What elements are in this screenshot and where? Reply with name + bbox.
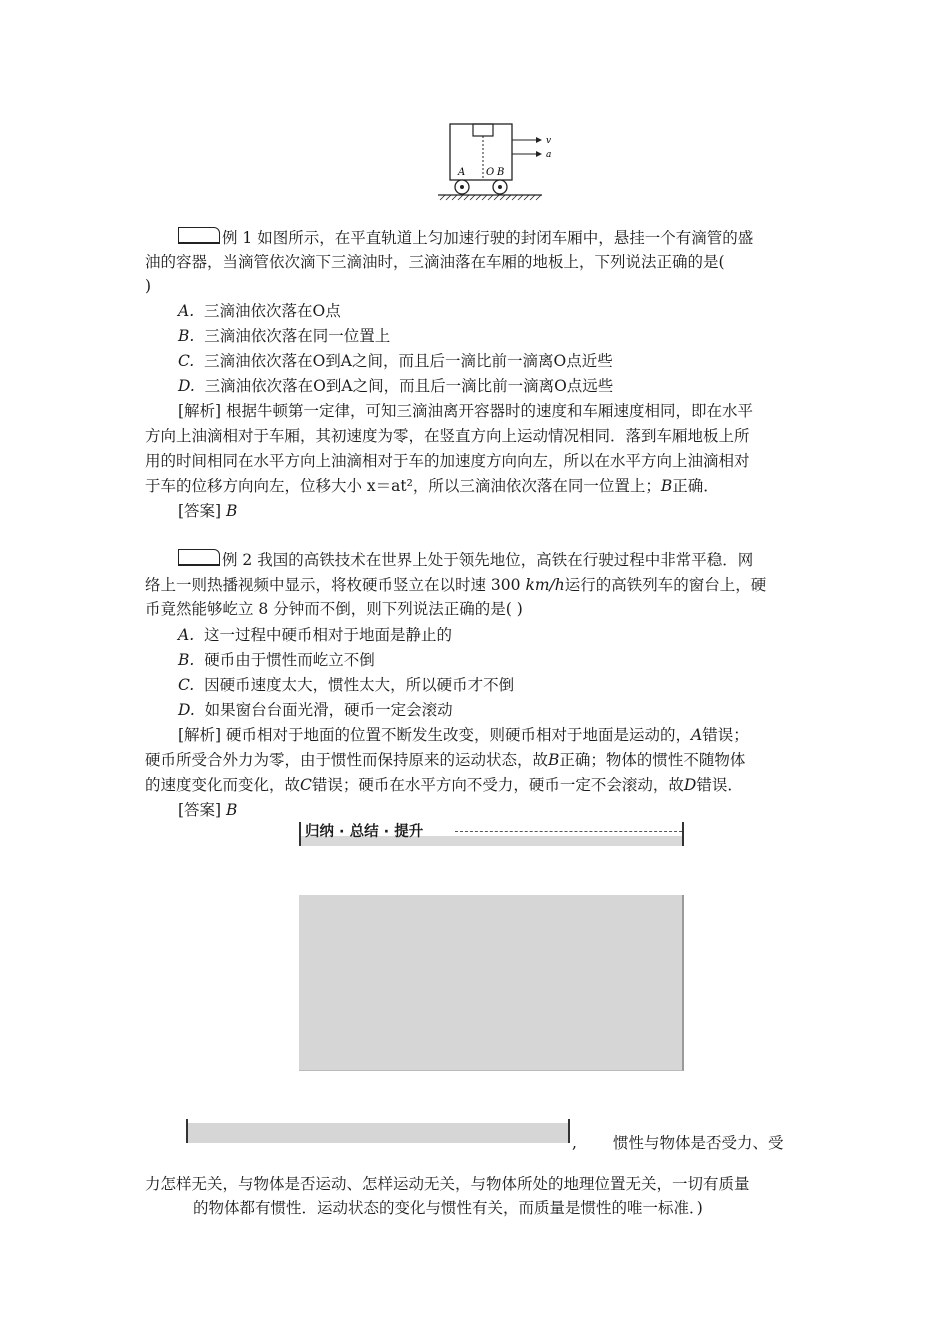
ex1-option-b: B. 三滴油依次落在同一位置上 xyxy=(178,327,391,345)
summary-header xyxy=(299,822,684,846)
ex2-analysis-line-2: 硬币所受合外力为零，由于惯性而保持原来的运动状态，故B正确；物体的惯性不随物体 xyxy=(145,751,746,769)
closing-comma: , xyxy=(572,1134,577,1152)
ex2-option-a: A. 这一过程中硬币相对于地面是静止的 xyxy=(178,626,452,644)
ex1-question-line-3: ) xyxy=(145,277,152,295)
train-car-figure xyxy=(430,118,560,210)
label-v: v xyxy=(546,136,552,146)
ex1-analysis-line-4: 于车的位移方向向左，位移大小 x＝at²，所以三滴油依次落在同一位置上；B正确． xyxy=(145,477,719,495)
oil-container xyxy=(473,124,493,136)
ex1-question-line-2: 油的容器，当滴管依次滴下三滴油时，三滴油落在车厢的地板上，下列说法正确的是( xyxy=(145,253,725,271)
ex1-option-d: D. 三滴油依次落在O到A之间，而且后一滴比前一滴离O点远些 xyxy=(178,377,614,395)
label-B: B xyxy=(497,167,505,178)
ex2-question-line-3: 币竟然能够屹立 8 分钟而不倒，则下列说法正确的是( ) xyxy=(145,600,523,618)
ex2-answer: [答案] B xyxy=(178,801,238,819)
label-a: a xyxy=(546,150,552,160)
ex1-analysis-line-3: 用的时间相同在水平方向上油滴相对于车的加速度方向向左，所以在水平方向上油滴相对 xyxy=(145,452,750,470)
ex1-option-c: C. 三滴油依次落在O到A之间，而且后一滴比前一滴离O点近些 xyxy=(178,352,613,370)
closing-line-1: 惯性与物体是否受力、受 xyxy=(613,1134,784,1152)
ex2-option-c: C. 因硬币速度太大，惯性太大，所以硬币才不倒 xyxy=(178,676,515,694)
blank-answer-box xyxy=(186,1119,570,1143)
closing-line-2: 力怎样无关，与物体是否运动、怎样运动无关，与物体所处的地理位置无关，一切有质量 xyxy=(145,1175,750,1193)
ex2-question-line-2: 络上一则热播视频中显示，将枚硬币竖立在以时速 300 km/h运行的高铁列车的窗台上，硬 xyxy=(145,576,767,594)
example-tag-box xyxy=(178,549,220,566)
ex2-analysis-line-3: 的速度变化而变化，故C错误；硬币在水平方向不受力，硬币一定不会滚动，故D错误． xyxy=(145,776,743,794)
ex2-question-line-1: 例 2 我国的高铁技术在世界上处于领先地位，高铁在行驶过程中非常平稳．网 xyxy=(178,548,753,572)
ex2-tag: 例 2 xyxy=(222,551,253,569)
ex1-text-1: 如图所示，在平直轨道上匀加速行驶的封闭车厢中，悬挂一个有滴管的盛 xyxy=(252,229,754,247)
label-O: O xyxy=(486,167,495,178)
summary-dash-line xyxy=(455,831,682,832)
closing-line-3: 的物体都有惯性．运动状态的变化与惯性有关，而质量是惯性的唯一标准．) xyxy=(193,1199,703,1217)
ex2-analysis-line-1: [解析] 硬币相对于地面的位置不断发生改变，则硬币相对于地面是运动的，A错误； xyxy=(178,726,749,744)
ex1-analysis-line-2: 方向上油滴相对于车厢，其初速度为零，在竖直方向上运动情况相同．落到车厢地板上所 xyxy=(145,427,750,445)
ex2-option-d: D. 如果窗台台面光滑，硬币一定会滚动 xyxy=(178,701,453,719)
ex1-tag: 例 1 xyxy=(222,229,253,247)
ex1-answer: [答案] B xyxy=(178,502,238,520)
image-placeholder xyxy=(299,895,684,1071)
example-tag-box xyxy=(178,227,220,244)
ex1-question-line-1 xyxy=(178,226,753,250)
summary-title: 归纳 · 总结 · 提升 xyxy=(305,824,424,840)
ex1-analysis-line-1: [解析] 根据牛顿第一定律，可知三滴油离开容器时的速度和车厢速度相同，即在水平 xyxy=(178,402,754,420)
ground-hatch xyxy=(440,195,541,200)
ex1-option-a: A. 三滴油依次落在O点 xyxy=(178,302,341,320)
ex2-option-b: B. 硬币由于惯性而屹立不倒 xyxy=(178,651,375,669)
label-A: A xyxy=(458,167,466,178)
